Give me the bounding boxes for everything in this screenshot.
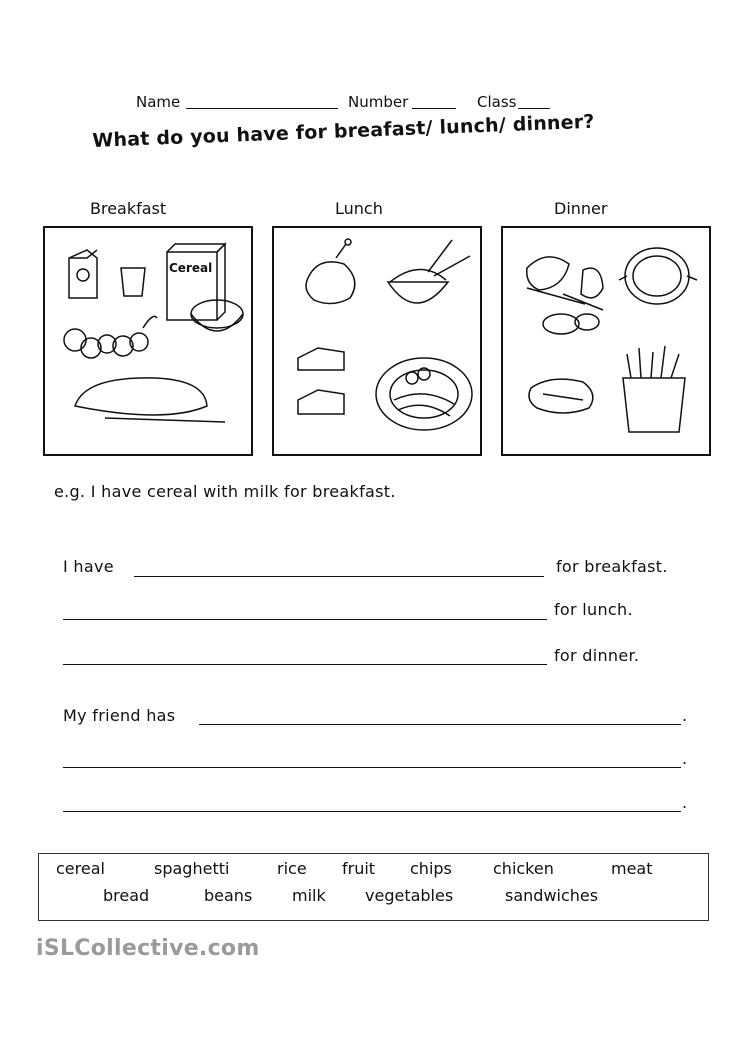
word-chicken: chicken (493, 859, 554, 878)
class-blank[interactable] (518, 108, 550, 109)
line-3-period: . (682, 793, 688, 812)
number-blank[interactable] (412, 108, 456, 109)
dinner-picture-frame (501, 226, 711, 456)
my-friend-has-label: My friend has (63, 706, 176, 725)
friend-answer-line-2[interactable] (63, 767, 681, 768)
lunch-answer-line[interactable] (63, 619, 547, 620)
line-2-period: . (682, 749, 688, 768)
word-vegetables: vegetables (365, 886, 454, 905)
word-fruit: fruit (342, 859, 376, 878)
number-label: Number (348, 93, 409, 111)
word-rice: rice (277, 859, 307, 878)
word-beans: beans (204, 886, 253, 905)
dinner-heading: Dinner (554, 199, 608, 218)
dinner-foods-illustration (503, 228, 709, 454)
word-bank-box (38, 853, 709, 921)
friend-answer-line-3[interactable] (63, 811, 681, 812)
lunch-picture-frame (272, 226, 482, 456)
name-label: Name (136, 93, 181, 111)
dinner-answer-line[interactable] (63, 664, 547, 665)
word-chips: chips (410, 859, 452, 878)
word-milk: milk (292, 886, 326, 905)
breakfast-heading: Breakfast (90, 199, 167, 218)
lunch-foods-illustration (274, 228, 480, 454)
lunch-heading: Lunch (335, 199, 383, 218)
i-have-label: I have (63, 557, 114, 576)
class-label: Class (477, 93, 517, 111)
for-breakfast-label: for breakfast. (556, 557, 668, 576)
word-bread: bread (103, 886, 150, 905)
line-1-period: . (682, 706, 688, 725)
for-lunch-label: for lunch. (554, 600, 633, 619)
worksheet-title: What do you have for breafast/ lunch/ dinner? (92, 110, 595, 152)
breakfast-answer-line[interactable] (134, 576, 544, 577)
word-sandwiches: sandwiches (505, 886, 599, 905)
example-sentence: e.g. I have cereal with milk for breakfast. (54, 482, 396, 501)
friend-answer-line-1[interactable] (199, 724, 681, 725)
islcollective-watermark: iSLCollective.com (36, 936, 260, 961)
name-blank[interactable] (186, 108, 338, 109)
word-spaghetti: spaghetti (154, 859, 230, 878)
cereal-box-label: Cereal (169, 261, 213, 275)
word-meat: meat (611, 859, 653, 878)
breakfast-foods-illustration (45, 228, 251, 454)
for-dinner-label: for dinner. (554, 646, 640, 665)
word-cereal: cereal (56, 859, 105, 878)
breakfast-picture-frame (43, 226, 253, 456)
